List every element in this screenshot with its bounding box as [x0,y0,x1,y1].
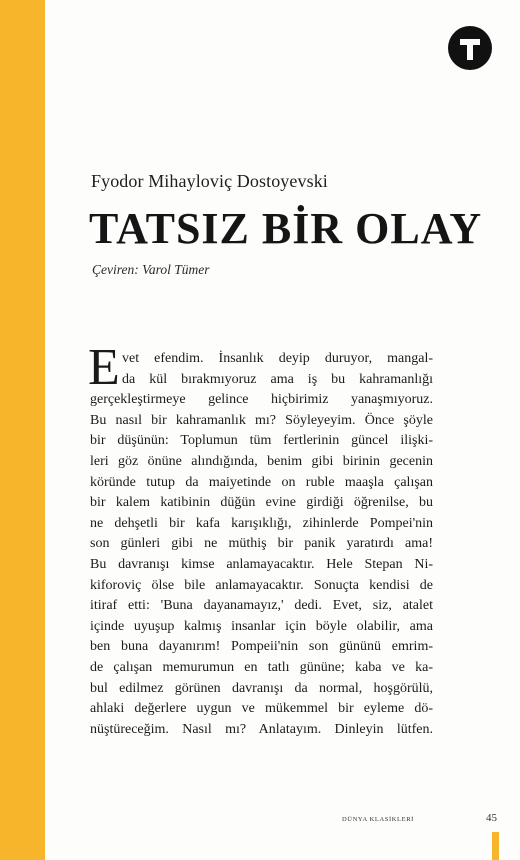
body-line: bir düşünün: Toplumun tüm fertlerinin güncel ilişki- [90,433,433,449]
body-line: nüştüreceğim. Nasıl mı? Anlatayım. Dinleyin lütfen. [90,721,433,737]
body-line: de çalışan memurumun en tatlı gününe; kaba ve ka- [90,659,433,675]
body-line: da kül bırakmıyoruz ama iş bu kahramanlığı [122,371,433,387]
body-line: ne dehşetli bir kafa karışıklığı, zihinlerde Pompei'nin [90,515,433,531]
body-line: ahlaki değerlere uygun ve mükemmel bir eyleme dö- [90,701,433,717]
body-line: Bu davranışı kimse anlamayacaktır. Hele Stepan Ni- [90,556,433,572]
publisher-logo-icon [447,25,493,71]
body-paragraph [90,349,433,740]
body-line: köründe tutup da maiyetinde on ruble maaşla çalışan [90,474,433,490]
body-line: içinde uyuşup kalmış insanlar için böyle olabilir, ama [90,618,433,634]
drop-cap: E [88,339,120,396]
translator-credit: Çeviren: Varol Tümer [92,262,210,277]
body-line: bul edilmez görünen davranışı da normal, hoşgörülü, [90,680,433,696]
body-line: gerçekleştirmeye gelince hiçbirimiz yanaşmıyoruz. [90,392,433,408]
body-line: son günleri gibi ne müthiş bir panik yaratırdı ama! [90,536,433,552]
body-line: ben buna dayanırım! Pompeii'nin son gününü emrim- [90,639,433,655]
book-title: TATSIZ BİR OLAY [89,204,483,253]
author-name: Fyodor Mihayloviç Dostoyevski [91,171,328,191]
body-line: leri göz önüne alındığında, benim gibi birinin gecenin [90,453,433,469]
spine-band [0,0,45,860]
body-line: itiraf etti: 'Buna dayanamayız,' dedi. Evet, siz, atalet [90,598,433,614]
body-line: kiforoviç ölse bile anlamayacaktır. Sonuçta kendisi de [90,577,433,593]
page-tab-mark [492,832,499,860]
body-line: Bu nasıl bir kahramanlık mı? Söyleyeyim. Önce şöyle [90,412,433,428]
body-line: bir kalem katibinin düğün evine girdiği öğrenilse, bu [90,495,433,511]
page-number: 45 [486,812,497,824]
body-line: vet efendim. İnsanlık deyip duruyor, mangal- [122,351,433,366]
series-name: DÜNYA KLASİKLERİ [342,816,414,823]
